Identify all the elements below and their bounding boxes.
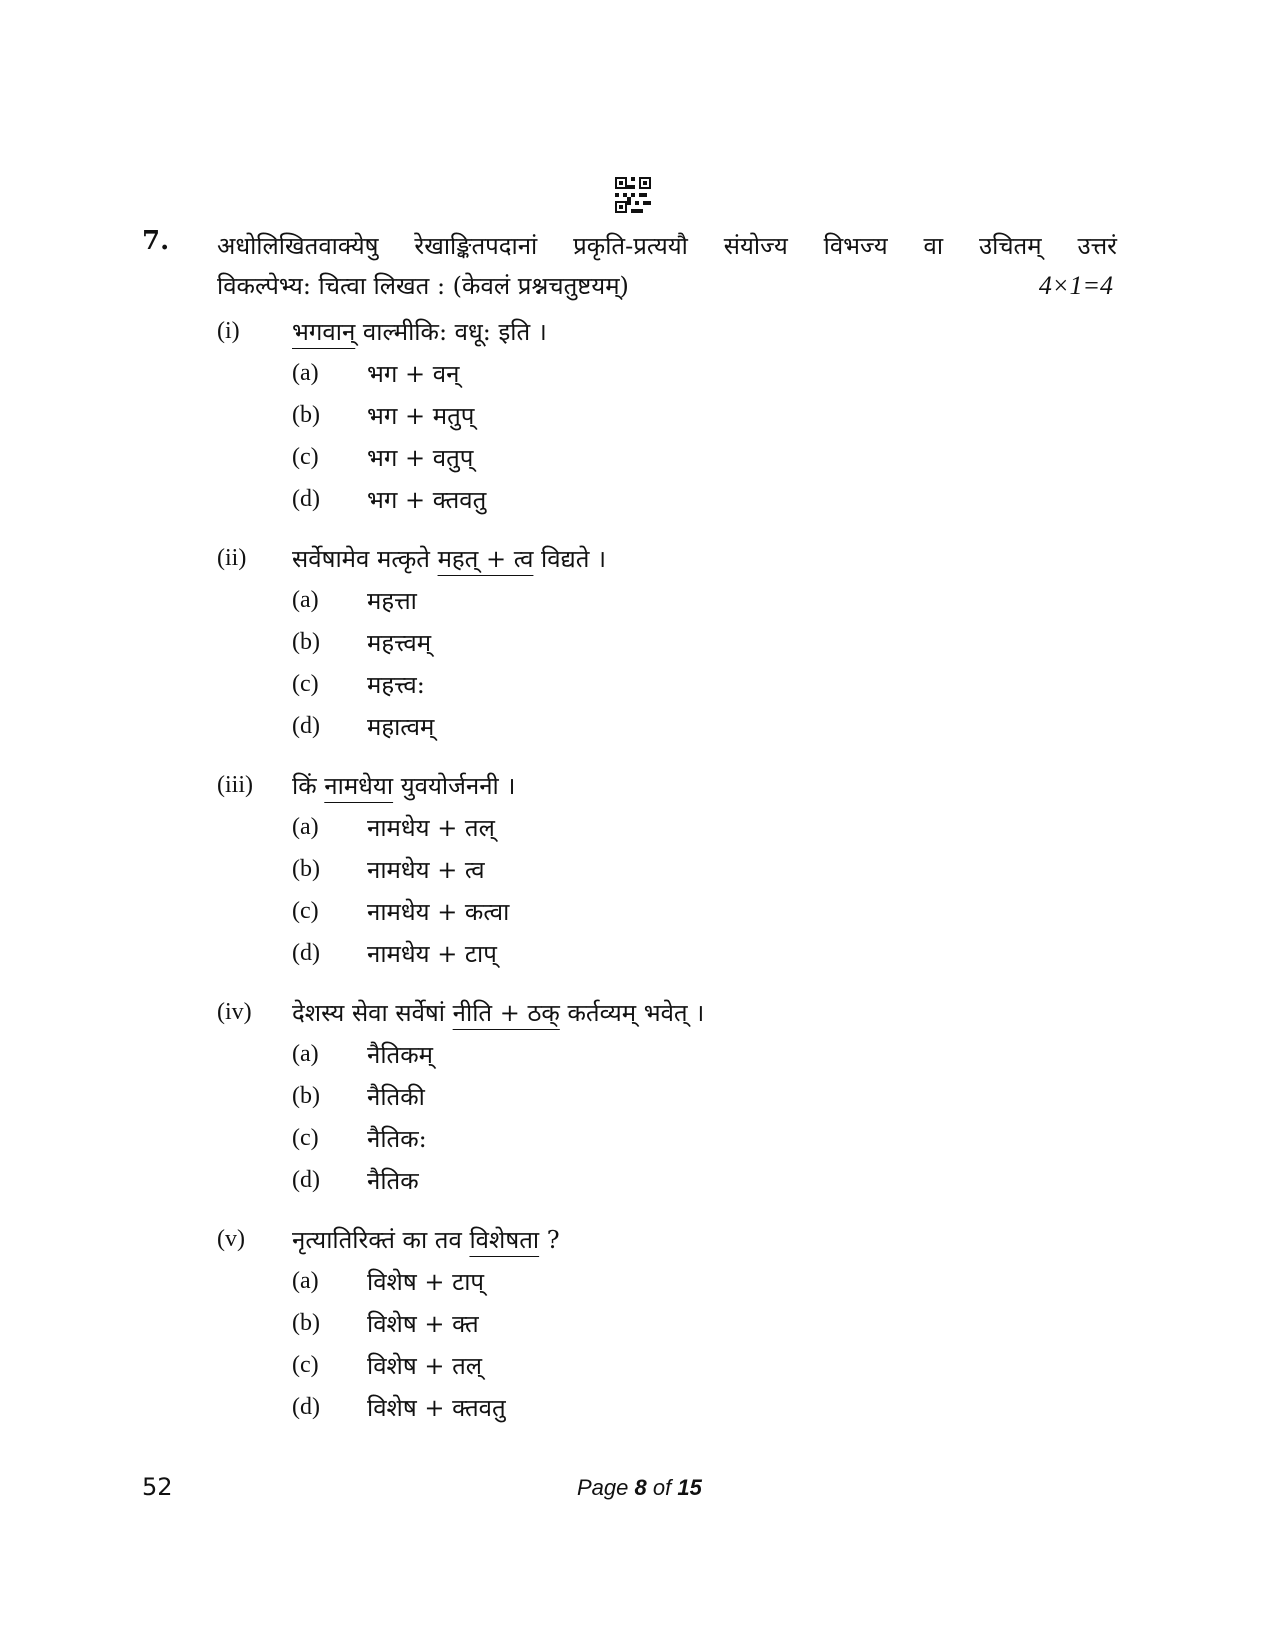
- sub-question-stem: भगवान् वाल्मीकि: वधू: इति ।: [292, 317, 547, 346]
- option-d: (d) नामधेय + टाप्: [292, 939, 497, 968]
- sub-question-3: [217, 764, 516, 974]
- underlined-word: विशेषता: [469, 1225, 540, 1254]
- underlined-word: भगवान्: [292, 317, 356, 346]
- option-b: (b) भग + मतुप्: [292, 401, 475, 430]
- option-c: (c) भग + वतुप्: [292, 443, 474, 472]
- option-c: (c) विशेष + तल्: [292, 1351, 483, 1380]
- option-a: (a) नैतिकम्: [292, 1040, 433, 1069]
- sub-question-stem: किं नामधेया युवयोर्जननी ।: [292, 771, 516, 800]
- question-instruction: [217, 226, 1117, 306]
- option-d: (d) विशेष + क्तवतु: [292, 1393, 506, 1422]
- qr-code-icon: [615, 177, 651, 213]
- option-d: (d) भग + क्तवतु: [292, 485, 487, 514]
- option-b: (b) नैतिकी: [292, 1082, 425, 1111]
- underlined-word: नामधेया: [324, 771, 394, 800]
- page-current: 8: [634, 1475, 647, 1500]
- sub-question-2: [217, 537, 606, 747]
- option-b: (b) विशेष + क्त: [292, 1309, 479, 1338]
- page-indicator: Page 8 of 15: [577, 1475, 702, 1500]
- sub-question-number: (iv): [217, 998, 252, 1025]
- underlined-word: नीति + ठक्: [452, 998, 560, 1027]
- sub-question-number: (iii): [217, 771, 253, 798]
- option-b: (b) नामधेय + त्व: [292, 855, 485, 884]
- option-c: (c) महत्त्व:: [292, 670, 425, 699]
- option-d: (d) महात्वम्: [292, 712, 435, 741]
- page-code: 52: [142, 1473, 173, 1501]
- option-a: (a) भग + वन्: [292, 359, 460, 388]
- sub-question-number: (i): [217, 317, 240, 344]
- underlined-word: महत् + त्व: [437, 544, 534, 573]
- sub-question-stem: सर्वेषामेव मत्कृते महत् + त्व विद्यते ।: [292, 544, 607, 573]
- option-c: (c) नामधेय + कत्वा: [292, 897, 510, 926]
- sub-question-5: [217, 1218, 560, 1428]
- sub-question-stem: देशस्य सेवा सर्वेषां नीति + ठक् कर्तव्यम् भवेत् ।: [292, 998, 705, 1027]
- sub-question-1: [217, 310, 547, 520]
- sub-question-stem: नृत्यातिरिक्तं का तव विशेषता ?: [292, 1225, 560, 1254]
- option-a: (a) महत्ता: [292, 586, 417, 615]
- option-a: (a) विशेष + टाप्: [292, 1267, 485, 1296]
- marks-allocation: 4×1=4: [1038, 271, 1113, 300]
- sub-question-number: (v): [217, 1225, 245, 1252]
- option-b: (b) महत्त्वम्: [292, 628, 432, 657]
- sub-question-number: (ii): [217, 544, 247, 571]
- sub-question-4: [217, 991, 704, 1201]
- question-number: 7.: [142, 226, 170, 256]
- instruction-line-2: विकल्पेभ्य: चित्वा लिखत : (केवलं प्रश्नचतुष्टयम्): [217, 272, 629, 300]
- page-total: 15: [677, 1475, 702, 1500]
- option-d: (d) नैतिक: [292, 1166, 419, 1195]
- instruction-line-1: अधोलिखितवाक्येषु रेखाङ्कितपदानां प्रकृति-प्रत्ययौ संयोज्य विभज्य वा उचितम् उत्तरं: [217, 232, 1117, 260]
- option-c: (c) नैतिक:: [292, 1124, 427, 1153]
- option-a: (a) नामधेय + तल्: [292, 813, 495, 842]
